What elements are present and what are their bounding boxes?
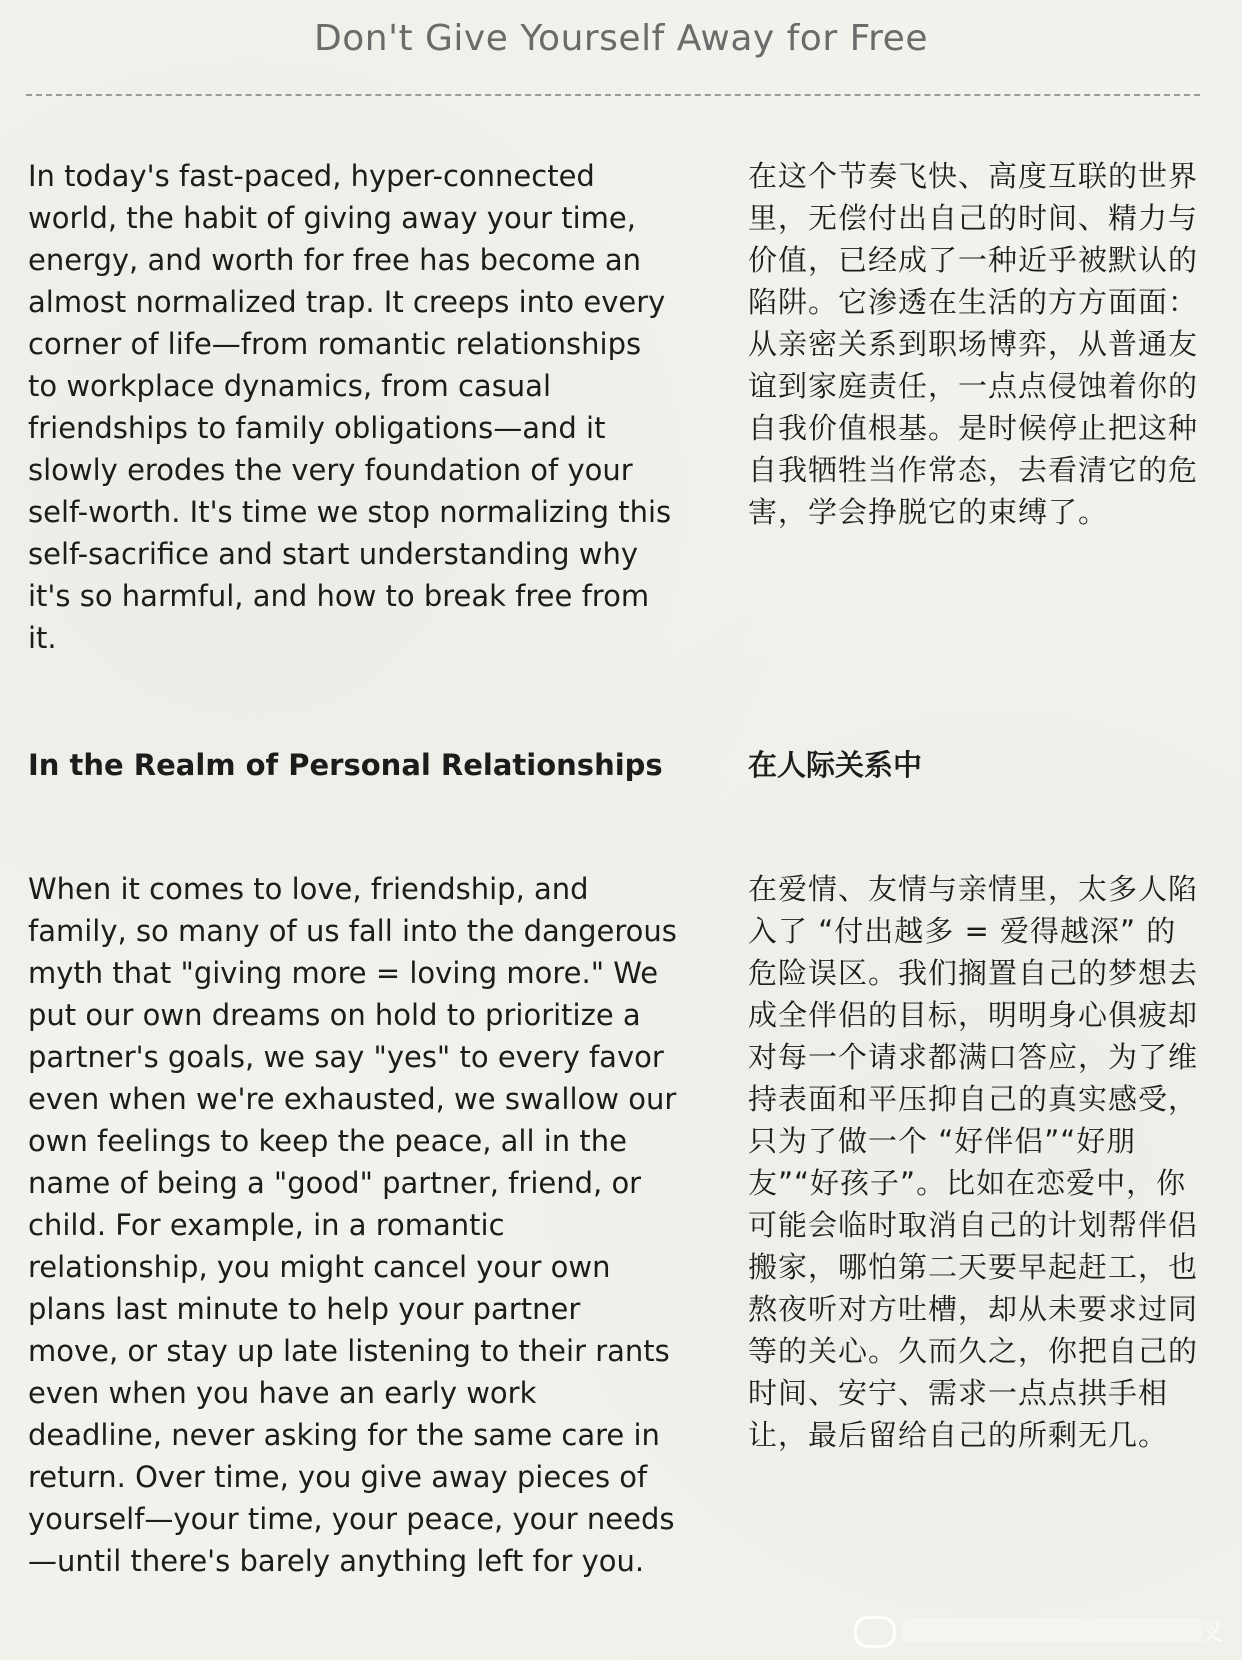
intro-paragraph-en: In today's fast-paced, hyper-connected world, the habit of giving away your time, energy, and worth for free has become an almost normalized trap. It creeps into every corner of life—from romantic relationships to workplace dynamics, from casual friendships to family obligations—and it slowly erodes the very foundation of your self-worth. It's time we stop normalizing this self-sacrifice and start understanding why it's so harmful, and how to break free from it.: [28, 159, 672, 655]
section-heading-en: In the Realm of Personal Relationships: [28, 748, 663, 782]
watermark-glyph: 叉: [1200, 1618, 1224, 1646]
watermark-bar: [902, 1618, 1202, 1642]
section-body-zh-block: [748, 868, 1198, 1456]
section-heading-zh: 在人际关系中: [748, 748, 923, 782]
intro-paragraph-zh: 在这个节奏飞快、高度互联的世界里，无偿付出自己的时间、精力与价值，已经成了一种近乎被默认的陷阱。它渗透在生活的方方面面：从亲密关系到职场博弈，从普通友谊到家庭责任，一点点侵蚀着你的自我价值根基。是时候停止把这种自我牺牲当作常态，去看清它的危害，学会挣脱它的束缚了。: [748, 159, 1199, 529]
dashed-divider: [26, 94, 1200, 96]
page-title: Don't Give Yourself Away for Free: [314, 18, 928, 59]
section-body-en-block: [28, 868, 678, 1582]
watermark-bubble-icon: [854, 1616, 896, 1648]
watermark: [854, 1610, 1224, 1650]
intro-en-block: [28, 155, 678, 659]
section-heading-zh-block: [748, 744, 1198, 786]
intro-zh-block: [748, 155, 1198, 533]
section-paragraph-en: When it comes to love, friendship, and family, so many of us fall into the dangerous myth that "giving more = loving more." We put our own dreams on hold to prioritize a partner's goals, we say "yes" to every favor even when we're exhausted, we swallow our own feelings to keep the peace, all in the name of being a "good" partner, friend, or child. For example, in a romantic relationship, you might cancel your own plans last minute to help your partner move, or stay up late listening to their rants even when you have an early work deadline, never asking for the same care in return. Over time, you give away pieces of yourself—your time, your peace, your needs—until there's barely anything left for you.: [28, 872, 677, 1578]
section-heading-en-block: [28, 744, 678, 786]
section-paragraph-zh: 在爱情、友情与亲情里，太多人陷入了 “付出越多 = 爱得越深” 的危险误区。我们搁置自己的梦想去成全伴侣的目标，明明身心俱疲却对每一个请求都满口答应，为了维持表面和平压抑自己的真实感受，只为了做一个 “好伴侣”“好朋友”“好孩子”。比如在恋爱中，你可能会临时取消自己的计划帮伴侣搬家，哪怕第二天要早起赶工，也熬夜听对方吐槽，却从未要求过同等的关心。久而久之，你把自己的时间、安宁、需求一点点拱手相让，最后留给自己的所剩无几。: [748, 872, 1199, 1452]
